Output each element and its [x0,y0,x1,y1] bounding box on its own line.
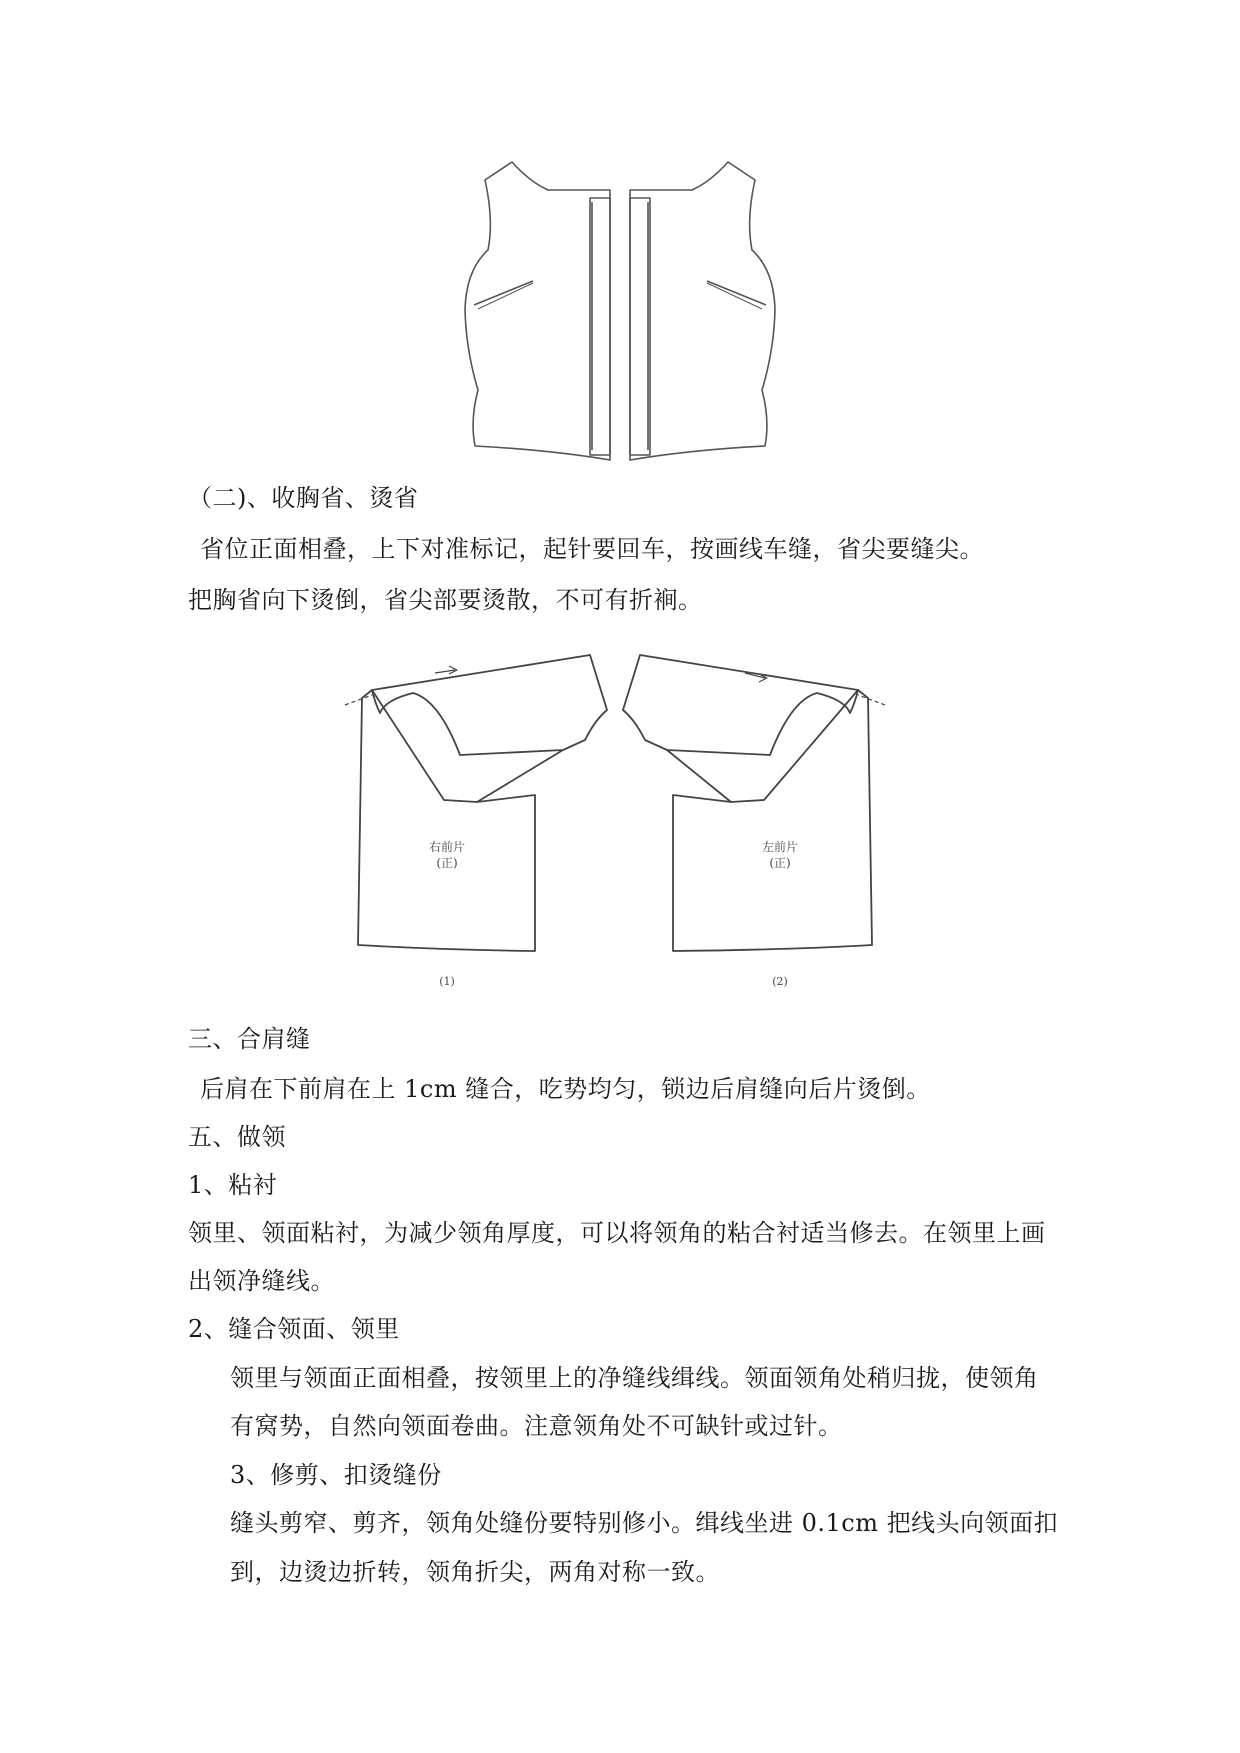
subsection-heading: 3、修剪、扣烫缝份 [230,1461,442,1489]
left-facing-strip [590,198,610,455]
left-front-panel [673,690,872,951]
paragraph-line: 出领净缝线。 [188,1267,335,1295]
figure-front-pieces [460,150,780,470]
right-bust-dart [707,281,766,305]
figure-caption: (1) [439,975,455,988]
section-heading-shoulder-seam: 三、合肩缝 [188,1025,311,1053]
piece-label: (正) [769,856,791,870]
paragraph-line: 领里与领面正面相叠，按领里上的净缝线缉线。领面领角处稍归拢，使领角 [230,1364,1039,1392]
paragraph-line: 缝头剪窄、剪齐，领角处缝份要特别修小。缉线坐进 0.1cm 把线头向领面扣 [230,1509,1059,1537]
subsection-heading: 1、粘衬 [188,1171,278,1199]
paragraph-line: 领里、领面粘衬，为减少领角厚度，可以将领角的粘合衬适当修去。在领里上画 [188,1219,1046,1247]
right-front-piece [630,162,775,460]
section-heading-bust-dart: （二)、收胸省、烫省 [188,484,419,512]
section-heading-collar: 五、做领 [188,1123,286,1151]
left-bust-dart [474,281,533,305]
piece-label: 右前片 [428,840,466,854]
piece-label: 左前片 [761,840,799,854]
left-front-piece [465,162,610,460]
left-front-dart-flap [623,655,858,755]
right-front-dart-flap [372,655,607,755]
right-front-panel [358,690,535,951]
paragraph-line: 后肩在下前肩在上 1cm 缝合，吃势均匀，锁边后肩缝向后片烫倒。 [200,1075,931,1103]
paragraph-line: 把胸省向下烫倒，省尖部要烫散，不可有折裥。 [188,586,703,614]
figure-caption: (2) [772,975,788,988]
piece-label: (正) [436,856,458,870]
paragraph-line: 到，边烫边折转，领角折尖，两角对称一致。 [230,1558,720,1586]
right-facing-strip [630,198,650,455]
subsection-heading: 2、缝合领面、领里 [188,1315,400,1343]
paragraph-line: 有窝势，自然向领面卷曲。注意领角处不可缺针或过针。 [230,1412,843,1440]
figure-dart-pieces [335,645,895,995]
paragraph-line: 省位正面相叠，上下对准标记，起针要回车，按画线车缝，省尖要缝尖。 [200,535,984,563]
